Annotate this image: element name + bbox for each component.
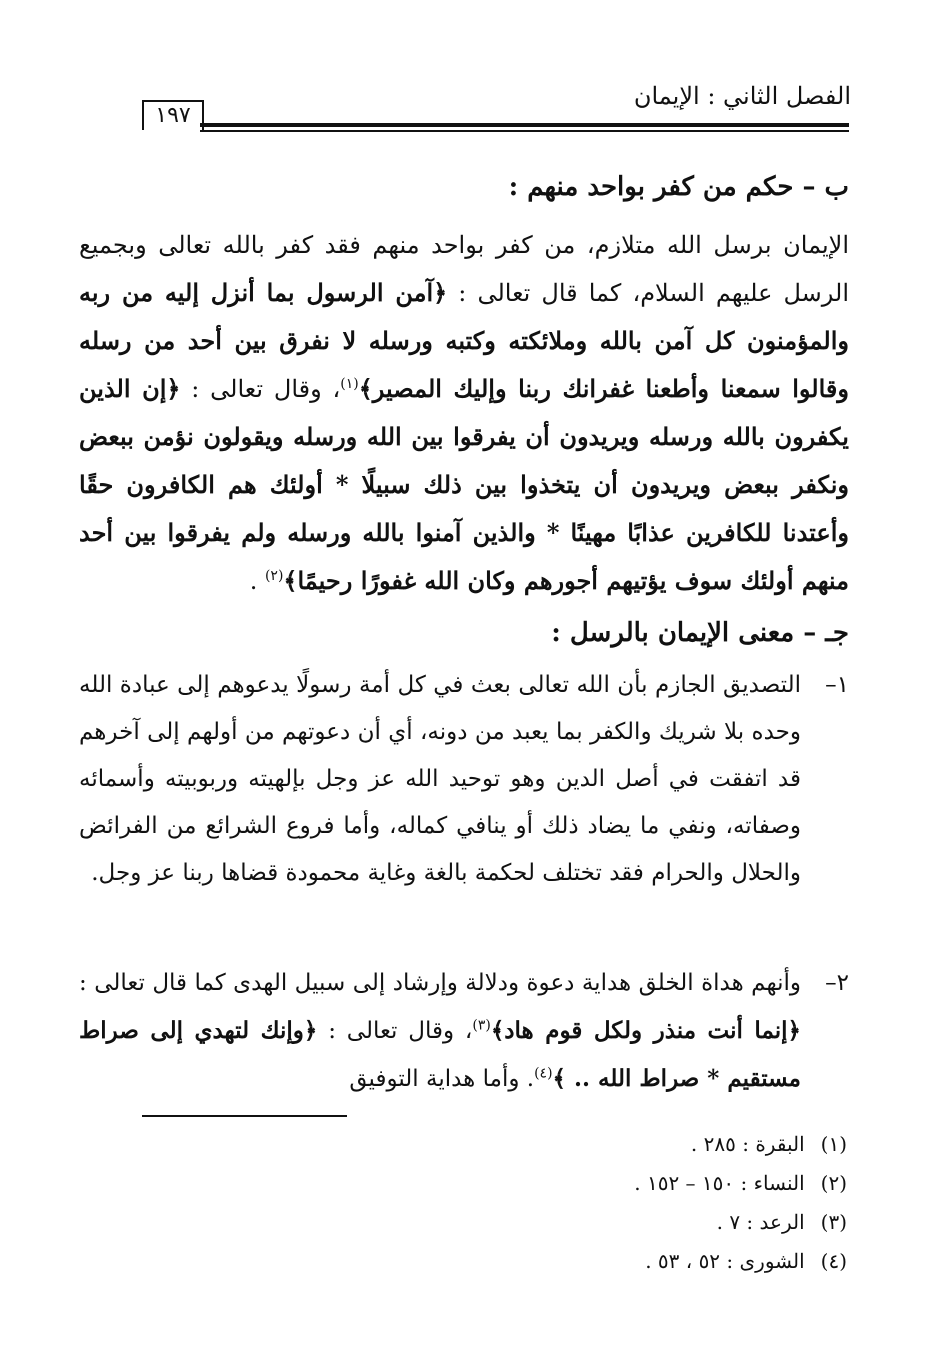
section-b-text-1: الإيمان برسل الله متلازم، من كفر بواحد منهم فقد كفر بالله تعالى وبجميع الرسل عليهم السلام، كما قال تعالى : (79, 231, 850, 307)
section-b-text-2: ، وقال تعالى : (180, 375, 341, 403)
footnote-ref-4: (٤) (534, 1065, 553, 1082)
footnote-text: الرعد : ٧ . (716, 1210, 805, 1234)
list-item-text: التصديق الجازم بأن الله تعالى بعث في كل أمة رسولًا يدعوهم إلى عبادة الله وحده بلا شريك والكفر بما يعبد من دونه، أي أن دعوتهم من أولهم إلى آخرهم قد اتفقت في أصل الدين وهو توحيد الله عز وجل بإلهيته وربوبيته وأسمائه وصفاته، ونفي ما يضاد ذلك أو ينافي كماله، وأما فروع الشرائع من الفرائض والحلال والحرام فقد تختلف لحكمة بالغة وغاية محمودة قضاها ربنا عز وجل. (79, 672, 801, 886)
quran-quote-baqarah: ﴿آمن الرسول بما أنزل إليه من ربه والمؤمنون كل آمن بالله وملائكته وكتبه ورسله لا نفرق بين أحد من رسله وقالوا سمعنا وأطعنا غفرانك ربنا وإليك المصير﴾ (79, 278, 849, 403)
section-b-text-3: . (249, 567, 265, 595)
footnote-number: (٤) (820, 1249, 847, 1273)
list-item-1 (79, 662, 849, 897)
list-item-text (79, 960, 801, 1103)
footnote-ref-3: (٣) (472, 1017, 491, 1034)
footnote-text: النساء : ١٥٠ – ١٥٢ . (634, 1171, 805, 1195)
header-rule-thick (200, 123, 849, 127)
page-number: ١٩٧ (142, 100, 204, 130)
list-item-number: ١– (825, 672, 849, 698)
footnote-separator (142, 1115, 347, 1117)
section-b-paragraph (79, 222, 849, 605)
list-item-number: ٢– (825, 970, 849, 996)
footnote (347, 1164, 847, 1203)
footnote-number: (٢) (820, 1171, 847, 1195)
section-b-heading: ب – حكم من كفر بواحد منهم : (508, 172, 849, 202)
footnote-ref-2: (٢) (264, 568, 284, 584)
header-rule-thin (200, 130, 849, 132)
item-2-text-2: ، وقال تعالى : (317, 1018, 473, 1044)
list-item-2 (79, 960, 849, 1103)
footnote-number: (٣) (820, 1210, 847, 1234)
section-c-heading: جـ – معنى الإيمان بالرسل : (551, 618, 849, 648)
item-2-text-3: . وأما هداية التوفيق (349, 1066, 535, 1092)
footnote-ref-1: (١) (340, 376, 359, 392)
footnote-number: (١) (820, 1132, 847, 1156)
footnote (347, 1242, 847, 1281)
footnote-text: البقرة : ٢٨٥ . (690, 1132, 805, 1156)
footnote (347, 1125, 847, 1164)
quran-quote-raad: ﴿إنما أنت منذر ولكل قوم هاد﴾ (490, 1017, 802, 1044)
quran-quote-shura: ﴿وإنك لتهدي إلى صراط مستقيم * صراط الله .. ﴾ (79, 1017, 801, 1092)
quran-quote-nisa: ﴿إن الذين يكفرون بالله ورسله ويريدون أن يفرقوا بين الله ورسله ويقولون نؤمن ببعض ونكفر ببعض ويريدون أن يتخذوا بين ذلك سبيلًا * أولئك هم الكافرون حقًا وأعتدنا للكافرين عذابًا مهينًا * والذين آمنوا بالله ورسله ولم يفرقوا بين أحد منهم أولئك سوف يؤتيهم أجورهم وكان الله غفورًا رحيمًا﴾ (79, 374, 849, 595)
footnote-text: الشورى : ٥٢ ، ٥٣ . (645, 1249, 805, 1273)
footnote (347, 1203, 847, 1242)
item-2-text-1: وأنهم هداة الخلق هداية دعوة ودلالة وإرشاد إلى سبيل الهدى كما قال تعالى : (79, 970, 801, 996)
chapter-title: الفصل الثاني : الإيمان (633, 82, 851, 110)
footnotes (347, 1125, 847, 1281)
